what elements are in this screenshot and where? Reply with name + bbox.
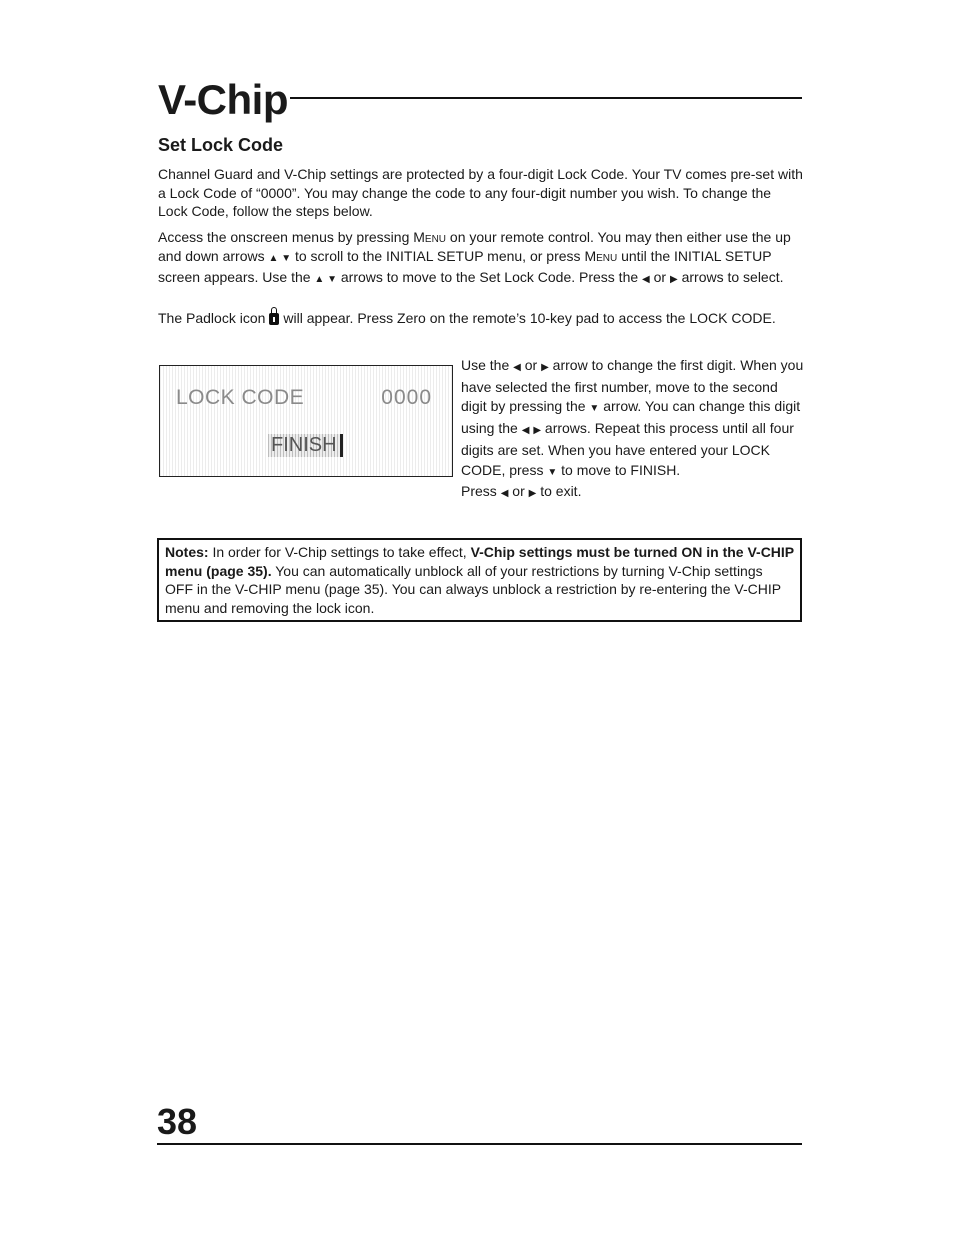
down-arrow-icon: ▼ (547, 466, 558, 478)
lock-code-screen (159, 365, 453, 477)
left-arrow-icon: ◀ (513, 362, 521, 373)
right-arrow-icon: ▶ (541, 362, 549, 373)
notes-box: Notes: In order for V-Chip settings to take effect, V-Chip settings must be turned ON in the V-CHIP menu (page 35). You can automatically unblock all of your restrictions by turning V-Chip settings OFF in the V-CHIP menu (page 35). You can always unblock a restriction by re-entering the V-CHIP menu and removing the lock icon. (157, 538, 802, 622)
page-number: 38 (157, 1101, 198, 1142)
left-arrow-icon: ◀ (500, 488, 509, 500)
finish-option: FINISH (268, 434, 343, 457)
menu-key-label: Menu (584, 247, 618, 264)
intro-paragraph: Channel Guard and V-Chip settings are protected by a four-digit Lock Code. Your TV comes pre-set with a Lock Code of “0000”. You may change the code to any four-digit number you wish. To change the Lock Code, follow the steps below. (158, 166, 803, 220)
down-arrow-icon: ▼ (589, 403, 600, 415)
left-arrow-icon: ◀ (521, 425, 530, 437)
notes-emphasis: V-Chip settings must be turned ON in the V-CHIP menu (page 35). (165, 544, 794, 579)
title-rule (290, 97, 802, 99)
up-down-arrows-icon: ▲ ▼ (268, 252, 292, 264)
access-paragraph: Access the onscreen menus by pressing Menu on your remote control. You may then either use the up and down arrows ▲ ▼ to scroll to the INITIAL SETUP menu, or press Menu until the INITIAL SETUP screen appears. Use the ▲ ▼ arrows to move to the Set Lock Code. Press the ◀ or ▶ arrows to select. (158, 229, 791, 286)
notes-label: Notes: (165, 544, 209, 560)
menu-key-label: Menu (413, 229, 447, 245)
right-arrow-icon: ▶ (528, 488, 537, 500)
section-heading: Set Lock Code (158, 135, 284, 155)
lock-code-value: 0000 (381, 386, 432, 409)
footer-rule (157, 1143, 802, 1145)
page-title: V-Chip (158, 76, 288, 123)
left-arrow-icon: ◀ (642, 274, 650, 286)
right-arrow-icon: ▶ (533, 425, 542, 437)
right-arrow-icon: ▶ (669, 274, 678, 286)
padlock-paragraph: The Padlock icon will appear. Press Zero on the remote’s 10-key pad to access the LOCK CODE. (158, 310, 776, 326)
steps-paragraph: Use the ◀ or ▶ arrow to change the first digit. When you have selected the first number, move to the second digit by pressing the ▼ arrow. You can change this digit using the ◀ ▶ arrows. Repeat this process until all four digits are set. When you have entered your LOCK CODE, press ▼ to move to FINISH. Press ◀ or ▶ to exit. (461, 357, 804, 500)
lock-code-label: LOCK CODE (176, 386, 305, 409)
padlock-icon (269, 313, 279, 325)
up-down-arrows-icon: ▲ ▼ (314, 274, 337, 286)
